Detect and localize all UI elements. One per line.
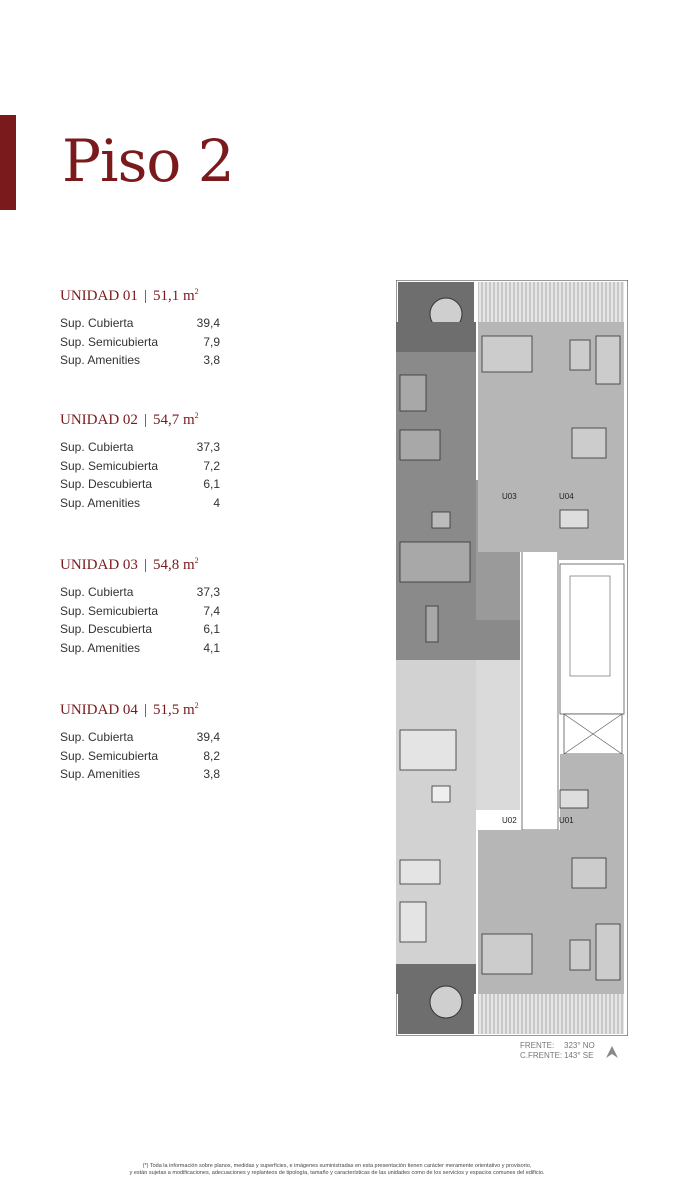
row-semicubierta: Sup. Semicubierta 7,9: [60, 334, 220, 349]
unit-area-unit: 2: [194, 287, 199, 296]
row-cubierta: Sup. Cubierta 39,4: [60, 316, 220, 330]
unit-header: UNIDAD 04 | 51,5 $m^2$: [60, 701, 199, 718]
label-u03: U03: [502, 492, 517, 501]
row-cubierta: Sup. Cubierta 37,3: [60, 440, 220, 454]
frente-value: 323° NO: [564, 1041, 595, 1050]
bed: [400, 542, 470, 582]
disclaimer: (*) Toda la información sobre planos, medidas y superficies, e imágenes suministradas en esta presentación tienen carácter meramente orientativo y provisorio, y están sujetas a modificaciones, adecuaciones y replanteos de tipología, tamaño y características de las unidades como de los servicios y espacios comunes del edificio.: [129, 1163, 545, 1176]
unit-02-bath: [476, 660, 520, 810]
page-title: Piso 2: [62, 127, 234, 195]
unit-01: [60, 282, 220, 370]
unit-area: 51,1 m: [152, 288, 195, 304]
unit-03: [60, 551, 220, 658]
frente-label: FRENTE:: [520, 1041, 555, 1050]
unit-03-terrace: [396, 322, 476, 352]
sofa: [400, 375, 426, 411]
unit-name: UNIDAD 03: [60, 557, 138, 573]
row-semicubierta: Sup. Semicubierta 7,4: [60, 603, 220, 618]
row-semicubierta: Sup. Semicubierta 8,2: [60, 748, 220, 763]
unit-area-unit: 2: [194, 556, 199, 565]
unit-name: UNIDAD 01: [60, 288, 138, 304]
label-u02: U02: [502, 816, 517, 825]
row-amenities: Sup. Amenities 4: [60, 496, 220, 511]
accent-bar: [0, 115, 16, 210]
unit-name: UNIDAD 04: [60, 702, 138, 718]
balcony-top-right: [478, 282, 624, 322]
orientation-block: [520, 1041, 595, 1061]
unit-04: [60, 696, 220, 784]
row-amenities: Sup. Amenities 3,8: [60, 353, 220, 368]
unit-area: 54,7 m: [152, 412, 195, 428]
floor-plan: [396, 280, 628, 1036]
cfrente-label: C.FRENTE:: [520, 1051, 563, 1060]
balcony-bottom-right: [478, 994, 624, 1034]
label-u04: U04: [559, 492, 574, 501]
unit-area: 54,8 m: [152, 557, 195, 573]
label-u01: U01: [559, 816, 574, 825]
unit-area: 51,5 m: [152, 702, 195, 718]
row-amenities: Sup. Amenities 3,8: [60, 767, 220, 782]
row-cubierta: Sup. Cubierta 39,4: [60, 730, 220, 744]
unit-header: UNIDAD 02 | 54,7 $m^2$: [60, 411, 199, 428]
cfrente-value: 143° SE: [564, 1051, 594, 1060]
row-descubierta: Sup. Descubierta 6,1: [60, 622, 220, 637]
unit-area-unit: 2: [194, 701, 199, 710]
unit-name: UNIDAD 02: [60, 412, 138, 428]
row-cubierta: Sup. Cubierta 37,3: [60, 585, 220, 599]
unit-header: UNIDAD 01 | 51,1 $m^2$: [60, 287, 199, 304]
unit-02: [60, 406, 220, 513]
stair-core: [560, 564, 624, 714]
dining-table: [400, 430, 440, 460]
north-arrow-icon: [604, 1045, 620, 1059]
row-amenities: Sup. Amenities 4,1: [60, 641, 220, 656]
unit-area-unit: 2: [194, 411, 199, 420]
row-semicubierta: Sup. Semicubierta 7,2: [60, 458, 220, 473]
row-descubierta: Sup. Descubierta 6,1: [60, 477, 220, 492]
unit-header: UNIDAD 03 | 54,8 $m^2$: [60, 556, 199, 573]
cooktop: [432, 512, 450, 528]
